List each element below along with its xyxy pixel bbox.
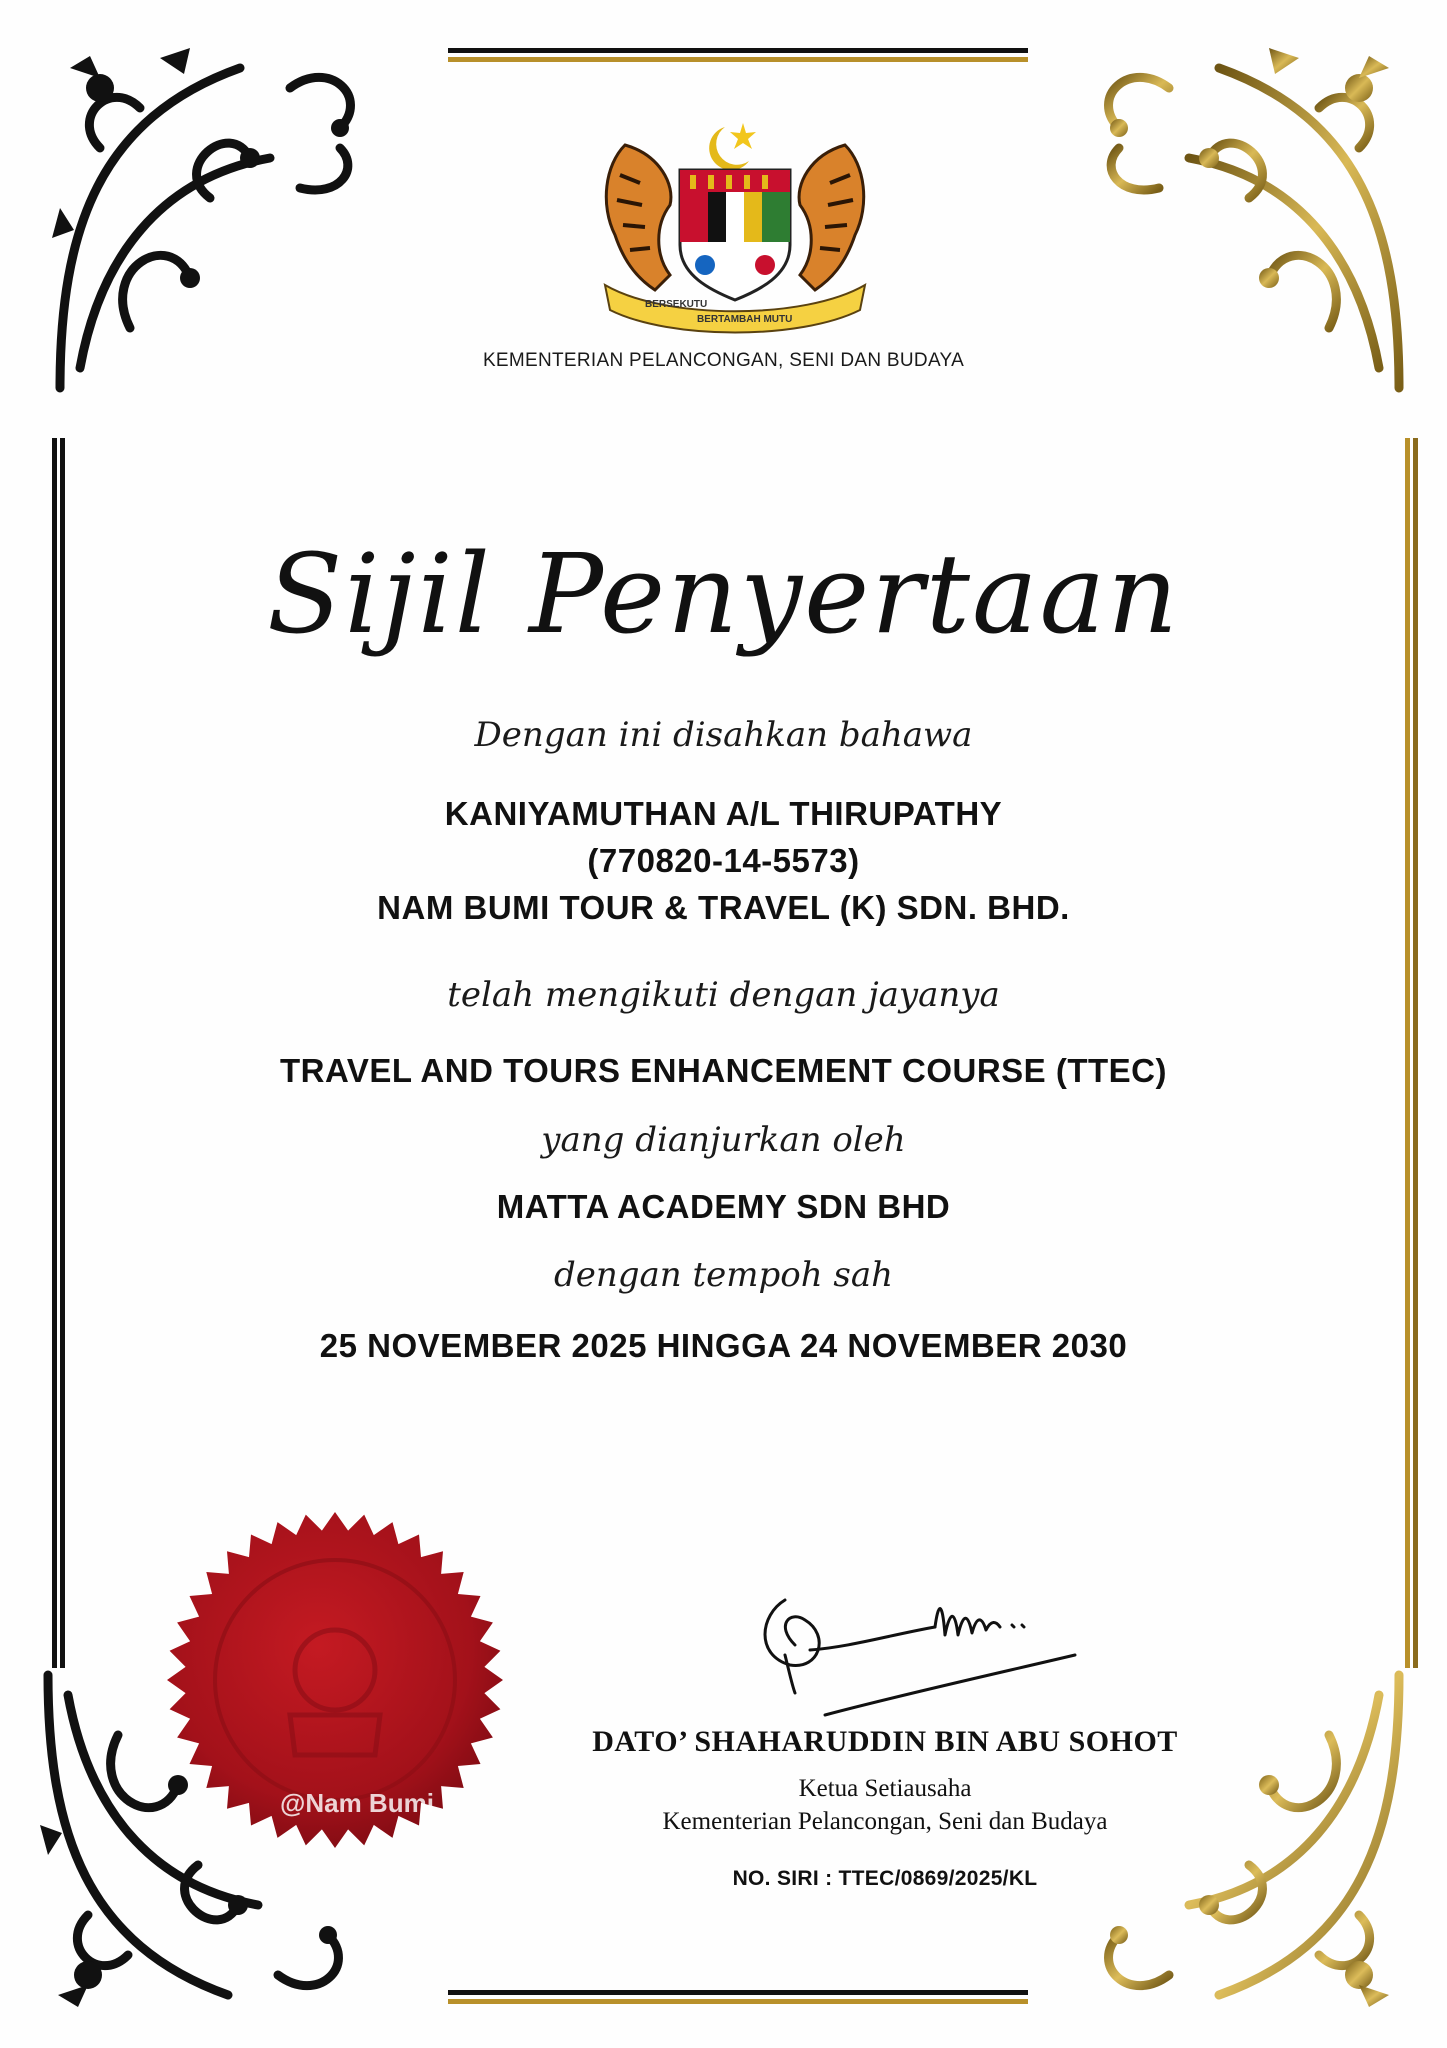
- validity-period: 25 NOVEMBER 2025 HINGGA 24 NOVEMBER 2030: [319, 1327, 1128, 1364]
- company-name: NAM BUMI TOUR & TRAVEL (K) SDN. BHD.: [377, 889, 1070, 926]
- intro-text: Dengan ini disahkan bahawa: [474, 715, 973, 755]
- signatory-name: DATO’ SHAHARUDDIN BIN ABU SOHOT: [592, 1725, 1178, 1758]
- course-name: TRAVEL AND TOURS ENHANCEMENT COURSE (TTEC): [280, 1052, 1167, 1089]
- crest-motto-left: BERSEKUTU: [645, 299, 708, 310]
- watermark-text: @Nam Bumi: [280, 1788, 434, 1818]
- organizer-name: MATTA ACADEMY SDN BHD: [496, 1188, 951, 1225]
- organized-text: yang dianjurkan oleh: [541, 1120, 906, 1160]
- ministry-header: KEMENTERIAN PELANCONGAN, SENI DAN BUDAYA: [482, 350, 965, 371]
- bottom-border-bar: [448, 1990, 1028, 2006]
- signatory-ministry: Kementerian Pelancongan, Seni dan Budaya: [662, 1808, 1108, 1835]
- recipient-name: KANIYAMUTHAN A/L THIRUPATHY: [444, 795, 1003, 832]
- serial-number: NO. SIRI : TTEC/0869/2025/KL: [732, 1867, 1038, 1890]
- signatory-position: Ketua Setiausaha: [798, 1775, 972, 1802]
- validity-text: dengan tempoh sah: [553, 1255, 894, 1295]
- recipient-id: (770820-14-5573): [587, 842, 860, 879]
- signature-icon: [750, 1575, 1090, 1725]
- crest-motto-center: BERTAMBAH MUTU: [697, 314, 793, 325]
- completed-text: telah mengikuti dengan jayanya: [447, 975, 1000, 1015]
- certificate-title: Sijil Penyertaan: [266, 530, 1181, 658]
- top-border-bar: [448, 48, 1028, 64]
- malaysia-coat-of-arms-icon: [585, 115, 885, 335]
- corner-ornament-bottom-right: [1054, 1655, 1419, 2025]
